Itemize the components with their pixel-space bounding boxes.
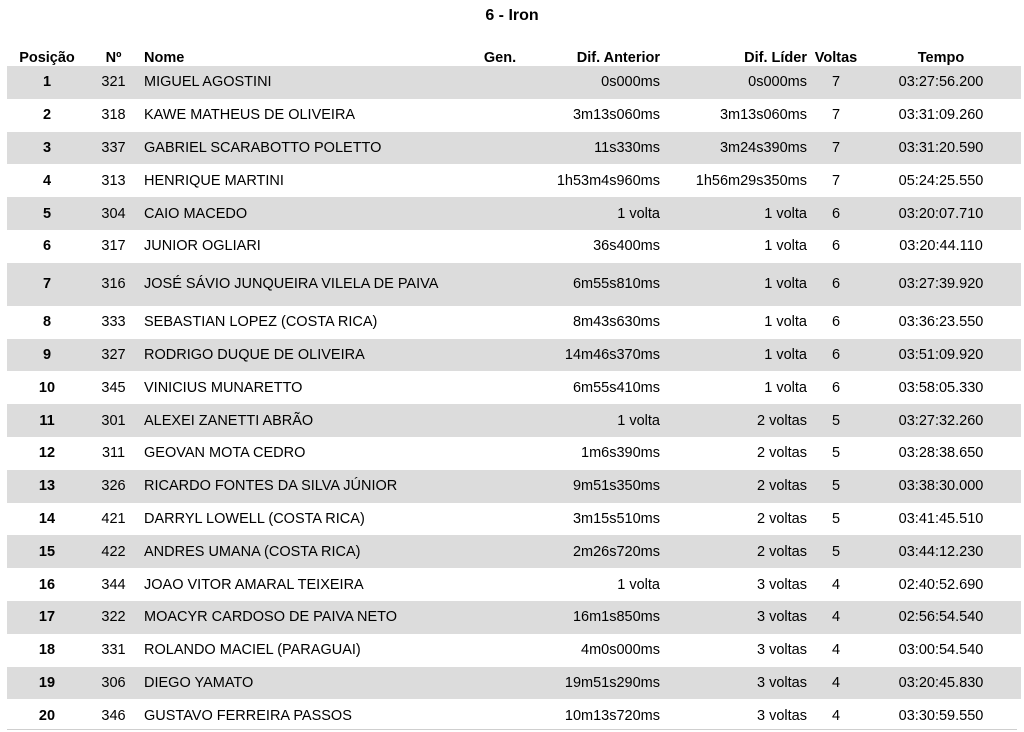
cell-number: 326 bbox=[87, 470, 140, 503]
cell-tempo: 03:27:56.200 bbox=[861, 66, 1021, 99]
cell-tempo: 03:20:44.110 bbox=[899, 238, 983, 255]
table-row bbox=[7, 339, 1021, 372]
cell-dif-lider: 3 voltas bbox=[674, 667, 811, 700]
cell-dif-anterior: 1 volta bbox=[617, 576, 660, 593]
column-header-pos: Posição bbox=[19, 50, 75, 66]
cell-tempo: 03:31:09.260 bbox=[898, 107, 984, 124]
cell-gender bbox=[474, 306, 526, 339]
cell-tempo: 03:30:59.550 bbox=[898, 707, 984, 724]
cell-position: 11 bbox=[7, 404, 87, 437]
cell-voltas: 5 bbox=[811, 470, 861, 503]
cell-dif-anterior: 1 volta bbox=[526, 404, 674, 437]
cell-tempo: 03:41:45.510 bbox=[898, 510, 984, 527]
page-title: 6 - Iron bbox=[485, 7, 539, 24]
cell-tempo: 05:24:25.550 bbox=[898, 172, 984, 189]
cell-dif-anterior: 0s000ms bbox=[526, 66, 674, 99]
results-body bbox=[7, 66, 1021, 732]
cell-gender bbox=[474, 699, 526, 732]
column-header-num: Nº bbox=[105, 50, 122, 66]
table-row bbox=[7, 437, 1021, 470]
cell-voltas: 7 bbox=[811, 132, 861, 165]
table-row bbox=[7, 371, 1021, 404]
cell-voltas: 5 bbox=[831, 445, 841, 462]
cell-number: 421 bbox=[101, 510, 126, 527]
cell-voltas: 4 bbox=[831, 576, 841, 593]
cell-dif-anterior: 1 volta bbox=[526, 197, 674, 230]
cell-dif-lider: 1h56m29s350ms bbox=[695, 172, 807, 189]
cell-gender bbox=[474, 339, 526, 372]
cell-position: 9 bbox=[7, 339, 87, 372]
cell-position: 15 bbox=[7, 535, 87, 568]
table-row bbox=[7, 263, 1021, 306]
cell-gender bbox=[474, 263, 526, 306]
column-header-dif-anterior: Dif. Anterior bbox=[576, 50, 660, 66]
cell-voltas: 5 bbox=[811, 535, 861, 568]
cell-gender bbox=[474, 437, 526, 470]
cell-name: JUNIOR OGLIARI bbox=[144, 238, 261, 255]
cell-voltas: 6 bbox=[831, 314, 841, 331]
cell-position: 2 bbox=[42, 107, 52, 124]
cell-name: HENRIQUE MARTINI bbox=[144, 172, 284, 189]
cell-gender bbox=[474, 371, 526, 404]
results-table bbox=[7, 44, 1021, 732]
column-header-voltas: Voltas bbox=[814, 50, 858, 66]
cell-voltas: 7 bbox=[811, 66, 861, 99]
cell-dif-anterior: 1h53m4s960ms bbox=[556, 172, 660, 189]
cell-name: CAIO MACEDO bbox=[140, 197, 474, 230]
cell-voltas: 5 bbox=[811, 404, 861, 437]
cell-position: 7 bbox=[7, 263, 87, 306]
cell-tempo: 03:36:23.550 bbox=[898, 314, 984, 331]
cell-tempo: 03:31:20.590 bbox=[861, 132, 1021, 165]
cell-tempo: 03:20:07.710 bbox=[861, 197, 1021, 230]
cell-dif-anterior: 11s330ms bbox=[526, 132, 674, 165]
cell-dif-anterior: 10m13s720ms bbox=[564, 707, 660, 724]
cell-number: 304 bbox=[87, 197, 140, 230]
cell-position: 5 bbox=[7, 197, 87, 230]
cell-number: 422 bbox=[87, 535, 140, 568]
cell-position: 13 bbox=[7, 470, 87, 503]
cell-number: 316 bbox=[87, 263, 140, 306]
cell-position: 6 bbox=[42, 238, 52, 255]
cell-position: 4 bbox=[42, 172, 52, 189]
cell-name: DARRYL LOWELL (COSTA RICA) bbox=[144, 510, 365, 527]
cell-dif-anterior: 6m55s810ms bbox=[526, 263, 674, 306]
cell-number: 317 bbox=[101, 238, 126, 255]
cell-name: DIEGO YAMATO bbox=[140, 667, 474, 700]
table-row bbox=[7, 404, 1021, 437]
cell-tempo: 03:00:54.540 bbox=[898, 642, 984, 659]
cell-voltas: 6 bbox=[811, 263, 861, 306]
cell-gender bbox=[474, 99, 526, 132]
table-row bbox=[7, 164, 1021, 197]
cell-dif-anterior: 4m0s000ms bbox=[581, 642, 660, 659]
cell-number: 306 bbox=[87, 667, 140, 700]
cell-name: VINICIUS MUNARETTO bbox=[144, 379, 303, 396]
cell-dif-lider: 3m13s060ms bbox=[719, 107, 807, 124]
cell-position: 10 bbox=[38, 379, 56, 396]
cell-position: 3 bbox=[7, 132, 87, 165]
cell-position: 16 bbox=[38, 576, 56, 593]
cell-gender bbox=[474, 568, 526, 601]
cell-position: 19 bbox=[7, 667, 87, 700]
cell-voltas: 6 bbox=[831, 238, 841, 255]
cell-tempo: 02:40:52.690 bbox=[898, 576, 984, 593]
cell-dif-anterior: 36s400ms bbox=[593, 238, 660, 255]
cell-dif-lider: 2 voltas bbox=[674, 535, 811, 568]
table-row bbox=[7, 66, 1021, 99]
cell-position: 8 bbox=[42, 314, 52, 331]
cell-dif-lider: 3 voltas bbox=[757, 576, 807, 593]
cell-dif-lider: 1 volta bbox=[764, 238, 807, 255]
cell-number: 311 bbox=[101, 445, 126, 462]
cell-voltas: 6 bbox=[811, 197, 861, 230]
cell-name: SEBASTIAN LOPEZ (COSTA RICA) bbox=[144, 314, 378, 331]
cell-dif-anterior: 8m43s630ms bbox=[572, 314, 660, 331]
cell-gender bbox=[474, 634, 526, 667]
table-row bbox=[7, 470, 1021, 503]
cell-name: MOACYR CARDOSO DE PAIVA NETO bbox=[140, 601, 474, 634]
cell-name: RICARDO FONTES DA SILVA JÚNIOR bbox=[140, 470, 474, 503]
cell-name: ANDRES UMANA (COSTA RICA) bbox=[140, 535, 474, 568]
cell-name: RODRIGO DUQUE DE OLIVEIRA bbox=[140, 339, 474, 372]
table-row bbox=[7, 99, 1021, 132]
cell-dif-anterior: 9m51s350ms bbox=[526, 470, 674, 503]
cell-name: ROLANDO MACIEL (PARAGUAI) bbox=[144, 642, 361, 659]
cell-dif-lider: 3 voltas bbox=[757, 707, 807, 724]
cell-number: 318 bbox=[101, 107, 126, 124]
cell-voltas: 4 bbox=[831, 642, 841, 659]
cell-gender bbox=[474, 66, 526, 99]
column-header-tempo: Tempo bbox=[917, 50, 965, 66]
cell-dif-anterior: 3m13s060ms bbox=[572, 107, 660, 124]
cell-number: 331 bbox=[101, 642, 126, 659]
cell-number: 345 bbox=[101, 379, 126, 396]
cell-voltas: 7 bbox=[831, 172, 841, 189]
cell-number: 321 bbox=[87, 66, 140, 99]
cell-dif-lider: 1 volta bbox=[674, 263, 811, 306]
cell-name: GEOVAN MOTA CEDRO bbox=[144, 445, 306, 462]
cell-name: JOAO VITOR AMARAL TEIXEIRA bbox=[144, 576, 364, 593]
cell-tempo: 03:28:38.650 bbox=[898, 445, 984, 462]
cell-dif-lider: 2 voltas bbox=[757, 445, 807, 462]
cell-tempo: 03:27:39.920 bbox=[861, 263, 1021, 306]
cell-dif-lider: 3 voltas bbox=[674, 601, 811, 634]
cell-name: ALEXEI ZANETTI ABRÃO bbox=[140, 404, 474, 437]
table-row bbox=[7, 601, 1021, 634]
cell-gender bbox=[474, 197, 526, 230]
cell-dif-lider: 1 volta bbox=[764, 379, 807, 396]
cell-voltas: 7 bbox=[831, 107, 841, 124]
cell-position: 1 bbox=[7, 66, 87, 99]
cell-gender bbox=[474, 503, 526, 536]
cell-number: 322 bbox=[87, 601, 140, 634]
cell-number: 327 bbox=[87, 339, 140, 372]
cell-name: GUSTAVO FERREIRA PASSOS bbox=[144, 707, 352, 724]
table-row bbox=[7, 568, 1021, 601]
cell-voltas: 4 bbox=[831, 707, 841, 724]
cell-voltas: 4 bbox=[811, 601, 861, 634]
cell-gender bbox=[474, 667, 526, 700]
cell-dif-anterior: 16m1s850ms bbox=[526, 601, 674, 634]
cell-tempo: 03:51:09.920 bbox=[861, 339, 1021, 372]
cell-tempo: 03:38:30.000 bbox=[861, 470, 1021, 503]
cell-tempo: 03:58:05.330 bbox=[898, 379, 984, 396]
cell-number: 333 bbox=[101, 314, 126, 331]
cell-gender bbox=[474, 404, 526, 437]
table-row bbox=[7, 503, 1021, 536]
cell-name: MIGUEL AGOSTINI bbox=[140, 66, 474, 99]
cell-tempo: 02:56:54.540 bbox=[861, 601, 1021, 634]
table-row bbox=[7, 667, 1021, 700]
cell-gender bbox=[474, 230, 526, 263]
cell-gender bbox=[474, 601, 526, 634]
cell-dif-lider: 3m24s390ms bbox=[674, 132, 811, 165]
cell-gender bbox=[474, 470, 526, 503]
cell-dif-anterior: 2m26s720ms bbox=[526, 535, 674, 568]
cell-dif-anterior: 3m15s510ms bbox=[572, 510, 660, 527]
table-row bbox=[7, 699, 1021, 732]
cell-name: JOSÉ SÁVIO JUNQUEIRA VILELA DE PAIVA bbox=[140, 263, 474, 306]
cell-tempo: 03:44:12.230 bbox=[861, 535, 1021, 568]
cell-voltas: 5 bbox=[831, 510, 841, 527]
header-row bbox=[7, 44, 1021, 66]
cell-number: 313 bbox=[101, 172, 126, 189]
table-row bbox=[7, 306, 1021, 339]
cell-number: 301 bbox=[87, 404, 140, 437]
cell-name: KAWE MATHEUS DE OLIVEIRA bbox=[144, 107, 356, 124]
table-row bbox=[7, 197, 1021, 230]
bottom-divider bbox=[7, 729, 1017, 730]
cell-dif-anterior: 19m51s290ms bbox=[526, 667, 674, 700]
column-header-name: Nome bbox=[144, 50, 185, 66]
cell-dif-anterior: 1m6s390ms bbox=[581, 445, 660, 462]
cell-tempo: 03:27:32.260 bbox=[861, 404, 1021, 437]
column-header-dif-lider: Dif. Líder bbox=[744, 50, 807, 66]
cell-number: 346 bbox=[101, 707, 126, 724]
cell-name: GABRIEL SCARABOTTO POLETTO bbox=[140, 132, 474, 165]
cell-tempo: 03:20:45.830 bbox=[861, 667, 1021, 700]
cell-gender bbox=[474, 164, 526, 197]
cell-dif-lider: 1 volta bbox=[674, 339, 811, 372]
cell-position: 18 bbox=[38, 642, 56, 659]
table-row bbox=[7, 634, 1021, 667]
cell-gender bbox=[474, 132, 526, 165]
cell-position: 17 bbox=[7, 601, 87, 634]
column-header-gen: Gen. bbox=[483, 50, 517, 66]
cell-dif-lider: 2 voltas bbox=[674, 404, 811, 437]
cell-gender bbox=[474, 535, 526, 568]
cell-dif-lider: 0s000ms bbox=[674, 66, 811, 99]
cell-position: 12 bbox=[38, 445, 56, 462]
cell-dif-lider: 2 voltas bbox=[757, 510, 807, 527]
table-row bbox=[7, 230, 1021, 263]
table-row bbox=[7, 132, 1021, 165]
cell-dif-lider: 1 volta bbox=[674, 197, 811, 230]
cell-voltas: 6 bbox=[831, 379, 841, 396]
cell-dif-lider: 3 voltas bbox=[757, 642, 807, 659]
cell-dif-anterior: 14m46s370ms bbox=[526, 339, 674, 372]
cell-dif-lider: 2 voltas bbox=[674, 470, 811, 503]
cell-dif-lider: 1 volta bbox=[764, 314, 807, 331]
cell-dif-anterior: 6m55s410ms bbox=[572, 379, 660, 396]
cell-voltas: 6 bbox=[811, 339, 861, 372]
cell-position: 14 bbox=[38, 510, 56, 527]
cell-position: 20 bbox=[38, 707, 56, 724]
cell-number: 337 bbox=[87, 132, 140, 165]
cell-number: 344 bbox=[101, 576, 126, 593]
cell-voltas: 4 bbox=[811, 667, 861, 700]
table-row bbox=[7, 535, 1021, 568]
